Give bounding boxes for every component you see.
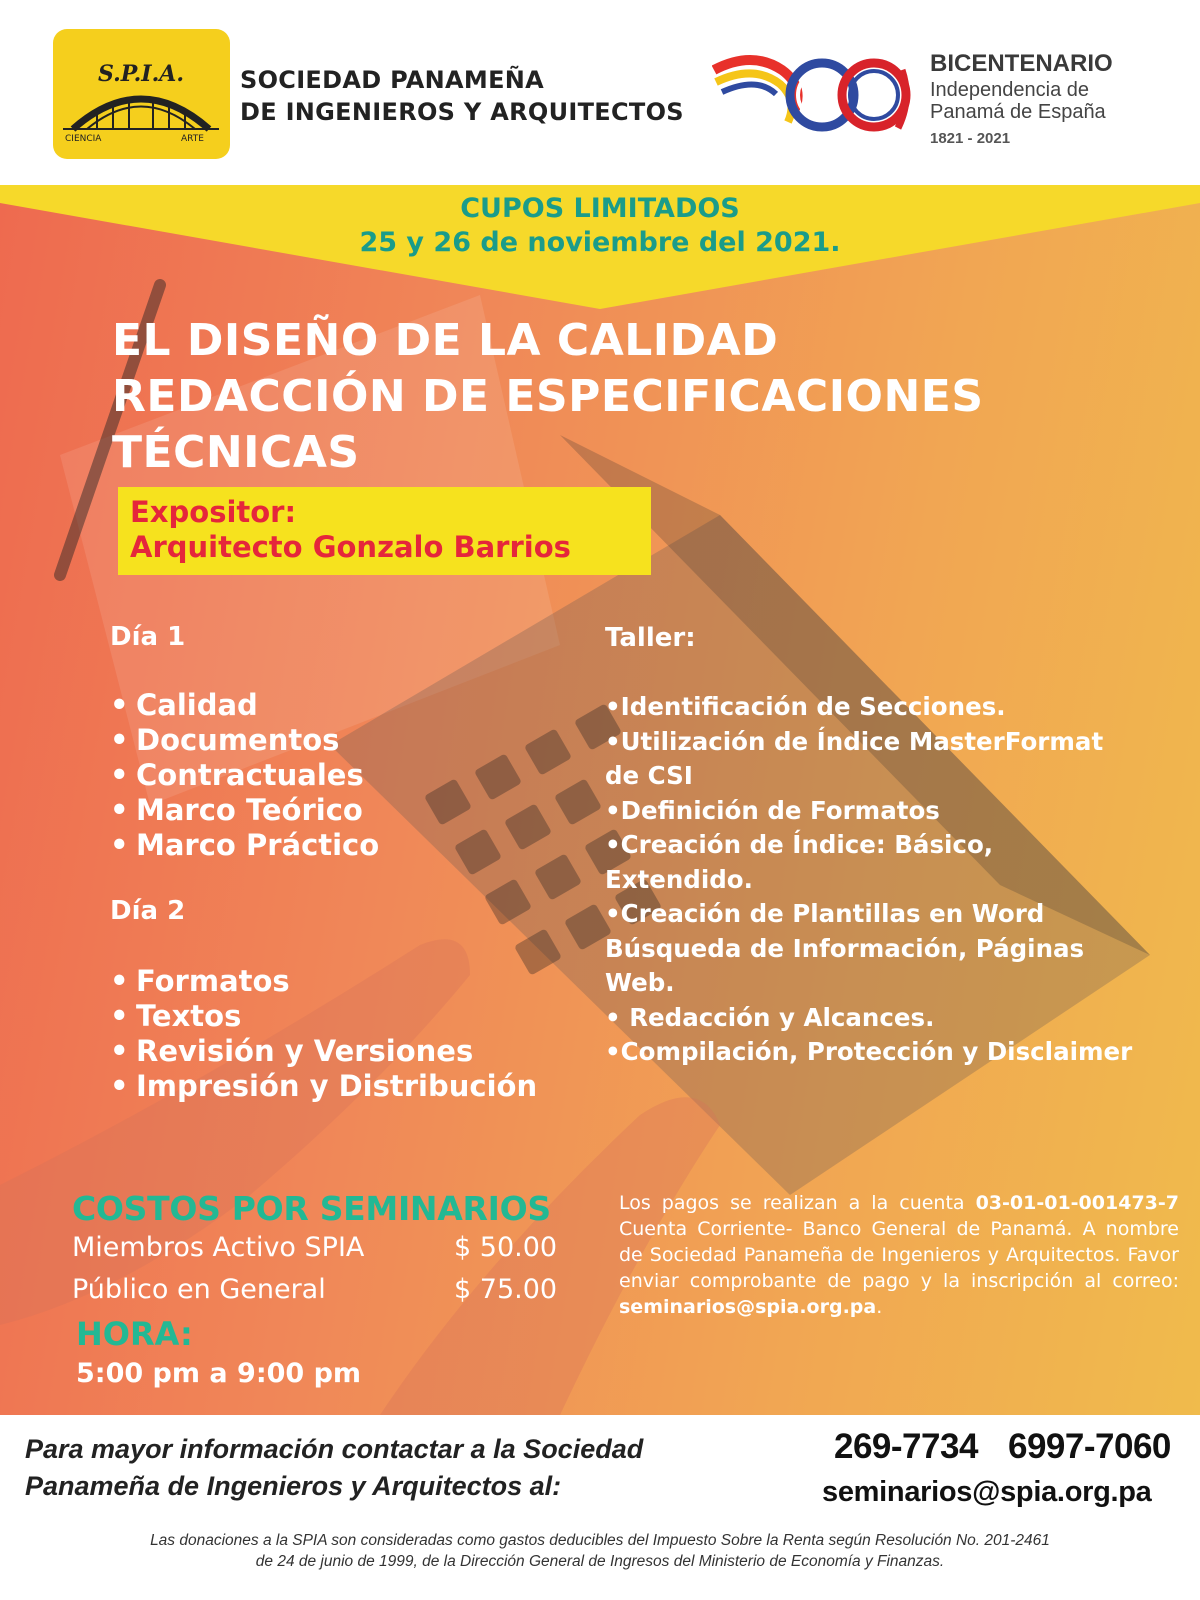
taller-line: • Redacción y Alcances. <box>605 1002 935 1032</box>
taller-line: Búsqueda de Información, Páginas <box>605 933 1085 963</box>
hora-value: 5:00 pm a 9:00 pm <box>76 1358 362 1389</box>
logo-acronym: S.P.I.A. <box>97 61 185 87</box>
taller-line: •Creación de Plantillas en Word <box>605 899 1045 928</box>
dia1-heading: Día 1 <box>110 622 186 652</box>
org-name <box>240 64 684 128</box>
taller-heading: Taller: <box>605 623 696 653</box>
contact-line1: Para mayor información contactar a la Sociedad <box>25 1434 644 1464</box>
dia2-heading: Día 2 <box>110 896 186 926</box>
expositor-label: Expositor: <box>130 495 297 529</box>
taller-line: •Identificación de Secciones. <box>605 692 1006 721</box>
taller-line: de CSI <box>605 761 693 790</box>
taller-line: •Utilización de Índice MasterFormat <box>605 726 1104 756</box>
header <box>0 0 1200 185</box>
spia-logo <box>53 29 230 159</box>
spia-arch-icon <box>53 29 230 159</box>
taller-line: •Compilación, Protección y Disclaimer <box>605 1037 1133 1066</box>
seminar-title <box>112 313 984 481</box>
costos-title: COSTOS POR SEMINARIOS <box>72 1189 551 1228</box>
poster-body <box>0 185 1200 1415</box>
logo-left-word: CIENCIA <box>65 134 102 144</box>
list-item: • Contractuales <box>110 758 364 792</box>
footer-email-link[interactable]: seminarios@spia.org.pa <box>822 1476 1152 1508</box>
bicentenario-line2: Panamá de España <box>930 101 1106 123</box>
phone-number-link[interactable]: 269-7734 <box>834 1427 978 1466</box>
expositor-box <box>118 487 651 575</box>
contact-text <box>25 1431 643 1505</box>
title-line1: EL DISEÑO DE LA CALIDAD <box>112 315 779 366</box>
payment-instructions: Los pagos se realizan a la cuenta 03-01-01-001473-7 Cuenta Corriente- Banco General de Panamá. A nombre de Sociedad Panameña de Ingenieros y Arquitectos. Favor enviar comprobante de pago y la inscripción al correo: seminarios@spia.org.pa. <box>619 1192 1179 1318</box>
hora-title: HORA: <box>76 1315 193 1353</box>
bicentenario-emblem-icon <box>712 40 917 150</box>
bicentenario-years: 1821 - 2021 <box>930 130 1011 147</box>
list-item: • Textos <box>110 999 242 1033</box>
contact-line2: Panameña de Ingenieros y Arquitectos al: <box>25 1471 562 1501</box>
list-item: • Marco Teórico <box>110 793 363 827</box>
title-line3: TÉCNICAS <box>112 427 360 478</box>
tax-disclaimer: Las donaciones a la SPIA son consideradas como gastos deducibles del Impuesto Sobre la Renta según Resolución No. 201-2461 de 24 de junio de 1999, de la Dirección General de Ingresos del Ministerio de Economía y Finanzas. <box>150 1532 1050 1570</box>
bicentenario-line1: Independencia de <box>930 79 1090 101</box>
price-value: $ 75.00 <box>454 1274 558 1305</box>
org-name-line1: SOCIEDAD PANAMEÑA <box>240 66 545 94</box>
price-value: $ 50.00 <box>454 1232 558 1263</box>
dia1-list <box>110 688 379 863</box>
event-date: 25 y 26 de noviembre del 2021. <box>359 227 841 258</box>
taller-line: •Creación de Índice: Básico, <box>605 830 994 859</box>
taller-line: Web. <box>605 968 675 997</box>
taller-line: Extendido. <box>605 864 753 894</box>
cupos-limitados: CUPOS LIMITADOS <box>460 193 740 224</box>
list-item: • Revisión y Versiones <box>110 1034 474 1068</box>
bicentenario-title: BICENTENARIO <box>930 50 1113 77</box>
bank-account-number: 03-01-01-001473-7 <box>975 1192 1179 1214</box>
price-label: Público en General <box>72 1274 326 1305</box>
list-item: • Documentos <box>110 723 340 757</box>
list-item: • Impresión y Distribución <box>110 1069 538 1103</box>
logo-right-word: ARTE <box>181 134 204 144</box>
price-label: Miembros Activo SPIA <box>72 1232 365 1263</box>
phone-number-link[interactable]: 6997-7060 <box>1008 1427 1171 1466</box>
list-item: • Calidad <box>110 688 258 722</box>
org-name-line2: DE INGENIEROS Y ARQUITECTOS <box>240 98 684 126</box>
taller-line: •Definición de Formatos <box>605 795 940 825</box>
footer <box>0 1415 1200 1600</box>
list-item: • Marco Práctico <box>110 828 380 862</box>
title-line2: REDACCIÓN DE ESPECIFICACIONES <box>112 371 984 422</box>
expositor-name: Arquitecto Gonzalo Barrios <box>130 530 571 564</box>
payment-email-link[interactable]: seminarios@spia.org.pa <box>619 1296 877 1318</box>
dia2-list <box>110 964 537 1104</box>
taller-list <box>605 690 1185 1070</box>
list-item: • Formatos <box>110 964 290 998</box>
